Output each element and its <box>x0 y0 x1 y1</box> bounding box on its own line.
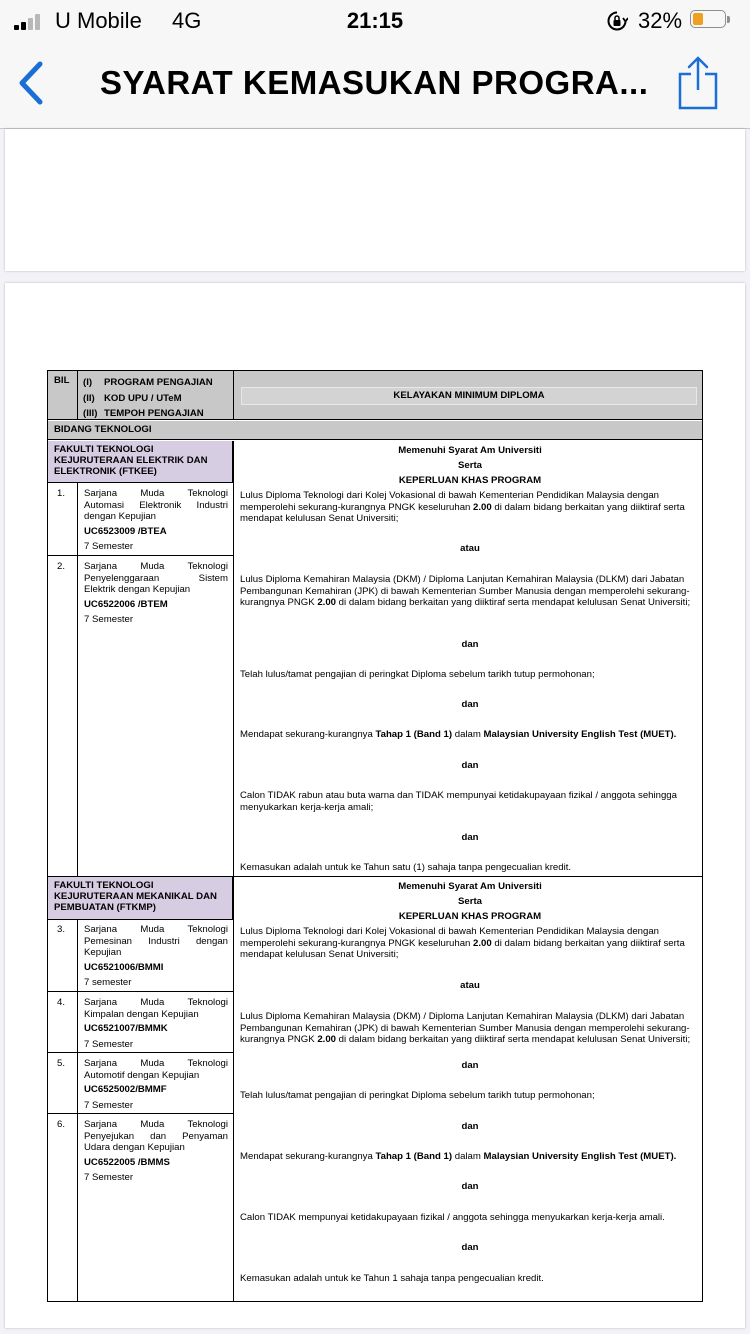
req-serta: Serta <box>458 460 482 471</box>
req-dan: dan <box>461 1121 479 1132</box>
page-title: SYARAT KEMASUKAN PROGRA... <box>100 64 649 101</box>
program-duration: 7 semester <box>84 977 132 988</box>
program-code: UC6523009 /BTEA <box>84 525 167 537</box>
program-duration: 7 Semester <box>84 541 134 552</box>
program-code: UC6521007/BMMK <box>84 1023 168 1034</box>
faculty-ftkmp: FAKULTI TEKNOLOGI KEJURUTERAAN MEKANIKAL DAN PEMBUATAN (FTKMP) <box>48 877 233 920</box>
chevron-left-icon[interactable] <box>10 56 58 110</box>
network-type: 4G <box>172 8 202 33</box>
program-number: 3. <box>57 924 66 935</box>
req-paragraph-calon: Calon TIDAK rabun atau buta warna dan TIDAK mempunyai ketidakupayaan fizikal / anggota sehingga menyukarkan kerja-kerja amali; <box>240 790 677 813</box>
battery-percent: 32% <box>638 8 683 33</box>
program-code: UC6521006/BMMI <box>84 961 164 973</box>
req-serta: Serta <box>458 896 482 907</box>
req-paragraph-lulus: Telah lulus/tamat pengajian di peringkat Diploma sebelum tarikh tutup permohonan; <box>240 669 595 680</box>
program-entry: Sarjana Muda Teknologi Automotif dengan Kepujian UC6525002/BMMF 7 Semester <box>84 1058 228 1111</box>
req-atau: atau <box>460 543 480 554</box>
req-paragraph-kemasukan: Kemasukan adalah untuk ke Tahun 1 sahaja tanpa pengecualian kredit. <box>240 1273 544 1284</box>
program-code: UC6525002/BMMF <box>84 1084 167 1095</box>
req-paragraph-lulus: Telah lulus/tamat pengajian di peringkat Diploma sebelum tarikh tutup permohonan; <box>240 1090 595 1101</box>
program-duration: 7 Semester <box>84 1172 134 1183</box>
req-dan: dan <box>461 639 479 650</box>
program-entry: Sarjana Muda Teknologi Kimpalan dengan Kepujian UC6521007/BMMK 7 Semester <box>84 997 228 1050</box>
program-number: 6. <box>57 1119 66 1130</box>
req-dan: dan <box>461 699 479 710</box>
program-number: 1. <box>57 488 66 499</box>
status-bar <box>0 0 750 40</box>
program-duration: 7 Semester <box>84 614 134 625</box>
req-dan: dan <box>461 1181 479 1192</box>
req-paragraph-diploma-teknologi: Lulus Diploma Teknologi dari Kolej Vokasional di bawah Kementerian Pendidikan Malaysia dengan memperolehi sekurang-kurangnya PNGK keseluruhan 2.00 di dalam bidang berkaitan yang diiktiraf serta mendapat kelulusan Senat Universiti; <box>240 926 685 960</box>
req-atau: atau <box>460 980 480 991</box>
req-paragraph-dkm: Lulus Diploma Kemahiran Malaysia (DKM) / Diploma Lanjutan Kemahiran Malaysia (DLKM) dari Jabatan Pembangunan Kemahiran (JPK) di bawah Kementerian Sumber Manusia dengan memperolehi sekurang-kurangnya PNGK 2.00 di dalam bidang berkaitan yang diiktiraf serta mendapat kelulusan Senat Universiti; <box>240 574 691 608</box>
program-duration: 7 Semester <box>84 1038 134 1050</box>
rotation-lock-icon <box>606 10 628 32</box>
requirements-table <box>47 370 703 1302</box>
header-kelayakan: KELAYAKAN MINIMUM DIPLOMA <box>241 387 697 405</box>
pdf-page-1 <box>5 129 745 271</box>
program-number: 2. <box>57 561 66 572</box>
program-duration: 7 Semester <box>84 1099 134 1111</box>
header-bil: BIL <box>54 375 70 386</box>
program-code: UC6522006 /BTEM <box>84 598 168 610</box>
program-code: UC6522005 /BMMS <box>84 1156 170 1168</box>
program-entry: Sarjana Muda Teknologi Automasi Elektronik Industri dengan Kepujian UC6523009 /BTEA 7 Semester <box>84 488 228 552</box>
req-paragraph-calon: Calon TIDAK mempunyai ketidakupayaan fizikal / anggota sehingga menyukarkan kerja-kerja amali. <box>240 1212 665 1223</box>
req-am: Memenuhi Syarat Am Universiti <box>398 881 542 892</box>
req-dan: dan <box>461 760 479 771</box>
header-program-columns: (I) PROGRAM PENGAJIAN (II) KOD UPU / UTeM (III) TEMPOH PENGAJIAN <box>83 377 213 419</box>
req-paragraph-dkm: Lulus Diploma Kemahiran Malaysia (DKM) / Diploma Lanjutan Kemahiran Malaysia (DLKM) dari Jabatan Pembangunan Kemahiran (JPK) di bawah Kementerian Sumber Manusia dengan memperolehi sekurang-kurangnya PNGK 2.00 di dalam bidang berkaitan yang diiktiraf serta mendapat kelulusan Senat Universiti; <box>240 1011 691 1045</box>
req-paragraph-diploma-teknologi: Lulus Diploma Teknologi dari Kolej Vokasional di bawah Kementerian Pendidikan Malaysia dengan memperolehi sekurang-kurangnya PNGK keseluruhan 2.00 di dalam bidang berkaitan yang diiktiraf serta mendapat kelulusan Senat Universiti; <box>240 490 685 524</box>
program-entry: Sarjana Muda Teknologi Pemesinan Industri dengan Kepujian UC6521006/BMMI 7 semester <box>84 924 228 988</box>
program-number: 5. <box>57 1058 66 1069</box>
section-bidang: BIDANG TEKNOLOGI <box>48 421 702 440</box>
battery-icon <box>690 10 732 30</box>
pdf-page-2 <box>5 283 745 1328</box>
req-paragraph-muet: Mendapat sekurang-kurangnya Tahap 1 (Band 1) dalam Malaysian University English Test (MUET). <box>240 1151 677 1162</box>
program-entry: Sarjana Muda Teknologi Penyelenggaraan Sistem Elektrik dengan Kepujian UC6522006 /BTEM 7 Semester <box>84 561 228 625</box>
req-dan: dan <box>461 1060 479 1071</box>
clock: 21:15 <box>346 8 404 33</box>
req-am: Memenuhi Syarat Am Universiti <box>398 445 542 456</box>
faculty-ftkee: FAKULTI TEKNOLOGI KEJURUTERAAN ELEKTRIK DAN ELEKTRONIK (FTKEE) <box>48 441 233 483</box>
req-paragraph-muet: Mendapat sekurang-kurangnya Tahap 1 (Band 1) dalam Malaysian University English Test (MUET). <box>240 729 677 740</box>
program-number: 4. <box>57 997 66 1008</box>
program-entry: Sarjana Muda Teknologi Penyejukan dan Penyaman Udara dengan Kepujian UC6522005 /BMMS 7 Semester <box>84 1119 228 1183</box>
req-dan: dan <box>461 832 479 843</box>
req-dan: dan <box>461 1242 479 1253</box>
carrier-name: U Mobile <box>55 8 142 33</box>
req-khas-heading: KEPERLUAN KHAS PROGRAM <box>398 475 542 486</box>
req-khas-heading: KEPERLUAN KHAS PROGRAM <box>398 911 542 922</box>
share-icon[interactable] <box>672 54 724 112</box>
navigation-bar <box>0 40 750 129</box>
req-paragraph-kemasukan: Kemasukan adalah untuk ke Tahun satu (1) sahaja tanpa pengecualian kredit. <box>240 862 572 873</box>
